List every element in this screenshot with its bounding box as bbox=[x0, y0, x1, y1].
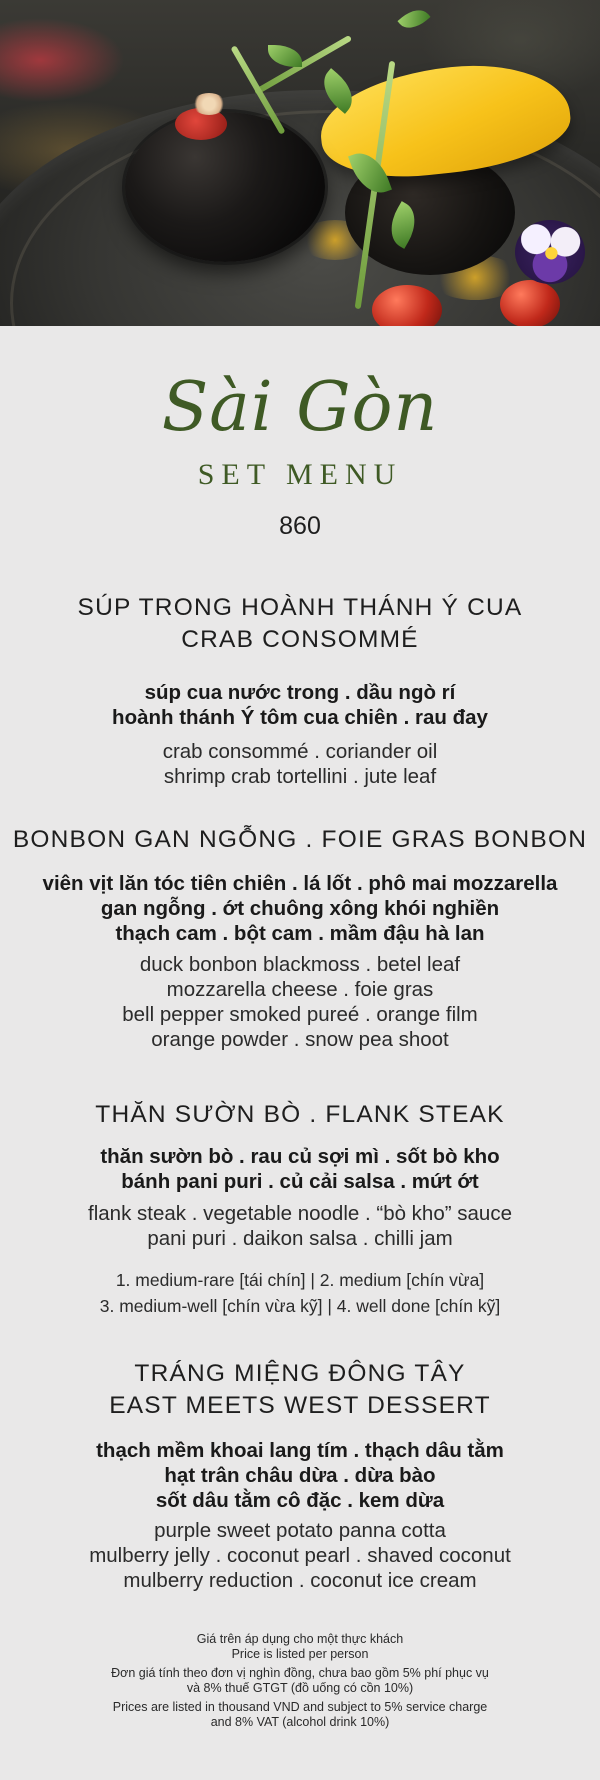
menu-subtitle: SET MENU bbox=[197, 458, 403, 491]
course-vn-description: súp cua nước trong . dầu ngò rí hoành thánh Ý tôm cua chiên . rau đay bbox=[112, 681, 488, 729]
course-en-description: purple sweet potato panna cotta mulberry jelly . coconut pearl . shaved coconut mulberry reduction . coconut ice cream bbox=[89, 1519, 511, 1592]
hero-photo bbox=[0, 0, 600, 326]
pricing-notes bbox=[0, 1632, 600, 1730]
set-price: 860 bbox=[279, 512, 321, 540]
course-en-description: duck bonbon blackmoss . betel leaf mozzarella cheese . foie gras bell pepper smoked pureé . orange film orange powder . snow pea shoot bbox=[122, 953, 478, 1051]
pansy-flower bbox=[515, 220, 585, 284]
course-heading: BONBON GAN NGỖNG . FOIE GRAS BONBON bbox=[12, 826, 588, 853]
course-1 bbox=[0, 592, 600, 789]
course-en-description: flank steak . vegetable noodle . “bò kho” sauce pani puri . daikon salsa . chilli jam bbox=[88, 1202, 512, 1250]
steak-doneness-options: 1. medium-rare [tái chín] | 2. medium [chín vừa] 3. medium-well [chín vừa kỹ] | 4. well done [chín kỹ] bbox=[99, 1270, 501, 1316]
course-heading: TRÁNG MIỆNG ĐÔNG TÂY EAST MEETS WEST DESSERT bbox=[109, 1360, 491, 1419]
note-vn-per-person: Giá trên áp dụng cho một thực khách bbox=[196, 1632, 404, 1646]
course-vn-description: thăn sườn bò . rau củ sợi mì . sốt bò kho bánh pani puri . củ cải salsa . mứt ớt bbox=[100, 1145, 500, 1193]
course-2 bbox=[0, 824, 600, 1052]
course-4 bbox=[0, 1358, 600, 1593]
course-en-description: crab consommé . coriander oil shrimp crab tortellini . jute leaf bbox=[162, 740, 438, 788]
note-en-tax: Prices are listed in thousand VND and subject to 5% service charge and 8% VAT (alcohol drink 10%) bbox=[112, 1700, 488, 1729]
note-en-per-person: Price is listed per person bbox=[231, 1647, 369, 1661]
note-vn-tax: Đơn giá tính theo đơn vị nghìn đồng, chưa bao gồm 5% phí phục vụ và 8% thuế GTGT (đồ uống có cồn 10%) bbox=[111, 1666, 489, 1695]
course-3 bbox=[0, 1099, 600, 1319]
course-vn-description: thạch mềm khoai lang tím . thạch dâu tằm hạt trân châu dừa . dừa bào sốt dâu tằm cô đặc . kem dừa bbox=[96, 1439, 504, 1512]
course-heading: THĂN SƯỜN BÒ . FLANK STEAK bbox=[95, 1101, 505, 1128]
menu-title-script: Sài Gòn bbox=[161, 368, 439, 447]
course-heading: SÚP TRONG HOÀNH THÁNH Ý CUA CRAB CONSOMMÉ bbox=[77, 594, 523, 653]
bonbon-front bbox=[125, 112, 325, 262]
course-vn-description: viên vịt lăn tóc tiên chiên . lá lốt . phô mai mozzarella gan ngỗng . ớt chuông xông khói nghiền thạch cam . bột cam . mầm đậu hà lan bbox=[42, 872, 558, 945]
